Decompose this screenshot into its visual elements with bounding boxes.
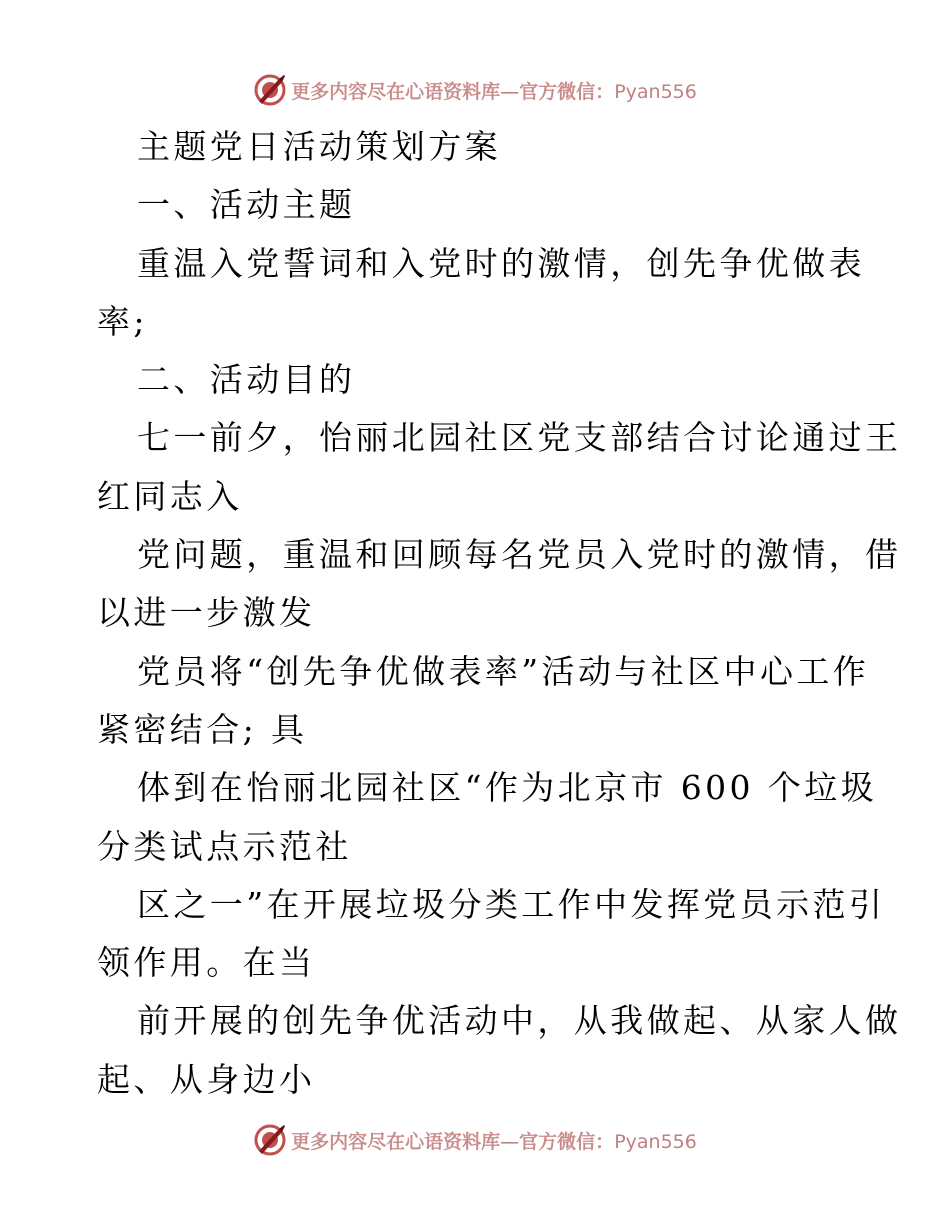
doc-line-11: 紧密结合; 具 [97, 709, 308, 749]
doc-line-1: 主题党日活动策划方案 [137, 127, 501, 166]
doc-line-17: 起、从身边小 [97, 1059, 316, 1099]
document-body [97, 118, 902, 1109]
header-banner-suffix: 官方微信： [519, 80, 615, 103]
doc-line-6: 七一前夕，怡丽北园社区党支部结合讨论通过王 [137, 418, 902, 458]
doc-line-3: 重温入党誓词和入党时的激情，创先争优做表 [137, 243, 865, 283]
footer-banner [0, 1120, 950, 1160]
header-banner-wechat-id: Pyan556 [614, 80, 697, 103]
footer-banner-suffix: 官方微信： [519, 1130, 615, 1153]
pen-seal-logo-icon [253, 73, 287, 107]
doc-line-5: 二、活动目的 [137, 360, 356, 400]
doc-line-10: 党员将“创先争优做表率”活动与社区中心工作 [137, 651, 870, 691]
doc-line-8: 党问题，重温和回顾每名党员入党时的激情，借 [137, 535, 902, 575]
doc-line-7: 红同志入 [97, 476, 243, 516]
doc-line-4: 率; [97, 301, 148, 341]
footer-banner-main: 更多内容尽在心语资料库 [291, 1130, 501, 1153]
doc-line-13: 分类试点示范社 [97, 826, 352, 866]
pen-seal-logo-icon [253, 1123, 287, 1157]
doc-line-12: 体到在怡丽北园社区“作为北京市 600 个垃圾 [137, 768, 878, 808]
header-banner-main: 更多内容尽在心语资料库 [291, 80, 501, 103]
footer-banner-wechat-id: Pyan556 [614, 1130, 697, 1153]
doc-line-14: 区之一”在开展垃圾分类工作中发挥党员示范引 [137, 884, 886, 924]
header-banner-dash: — [500, 80, 520, 103]
doc-line-2: 一、活动主题 [137, 185, 356, 225]
header-banner-text [291, 77, 697, 104]
header-banner [0, 70, 950, 110]
doc-line-9: 以进一步激发 [97, 593, 316, 633]
doc-line-15: 领作用。在当 [97, 943, 316, 983]
doc-line-16: 前开展的创先争优活动中，从我做起、从家人做 [137, 1001, 902, 1041]
footer-banner-dash: — [500, 1130, 520, 1153]
footer-banner-text [291, 1127, 697, 1154]
